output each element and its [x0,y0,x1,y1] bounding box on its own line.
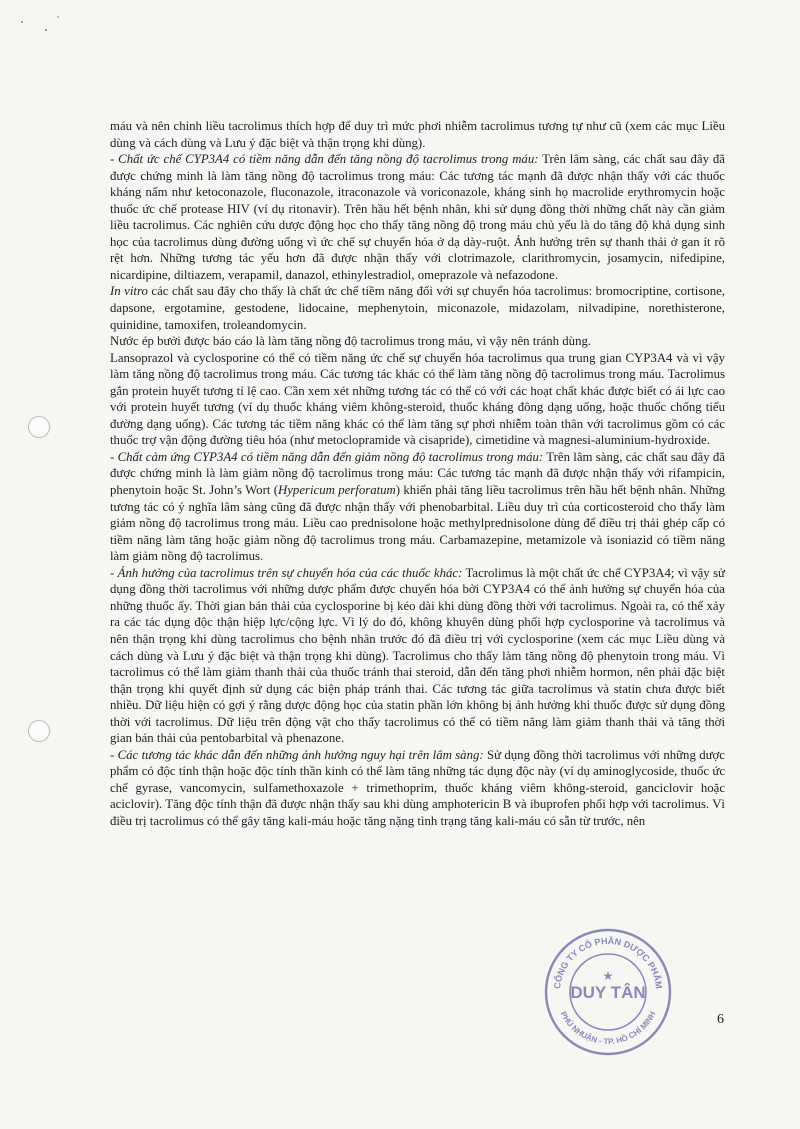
company-seal-stamp [538,922,678,1062]
svg-text:PHÚ NHUẬN - TP. HỒ CHÍ MINH: PHÚ NHUẬN - TP. HỒ CHÍ MINH [558,1009,658,1047]
italic-text-run: - Chất ức chế CYP3A4 có tiềm năng dẫn đến tăng nồng độ tacrolimus trong máu: [110,152,539,167]
page-number: 6 [717,1012,724,1027]
document-body [110,118,725,830]
text-run: ) khiến phải tăng liều tacrolimus trên hầu hết bệnh nhân. Những tương tác có ý nghĩa lâm sàng cũng đã được nhận thấy với phenobarbital. Liều duy trì của corticosteroid cho thấy làm giảm nồng độ tacrolimus trong máu. Liều cao prednisolone hoặc methylprednisolone dùng để điều trị thải ghép cấp có tiềm năng làm tăng hoặc giảm nồng độ tacrolimus trong máu. Carbamazepine, metamizole và isoniazid có tiềm năng làm giảm nồng độ tacrolimus. [110,483,725,564]
text-run: Trên lâm sàng, các chất sau đây đã được chứng minh là làm giảm nồng độ tacrolimus trong máu: Các tương tác mạnh đã được nhận thấy với rifampicin, phenytoin hoặc St. John’s Wort ( [110,449,725,498]
punch-hole-upper [28,416,50,438]
text-run: máu và nên chỉnh liều tacrolimus thích hợp để duy trì mức phơi nhiễm tacrolimus tương tự như cũ (xem các mục Liều dùng và cách dùng và Lưu ý đặc biệt và thận trọng khi dùng). [110,119,725,150]
italic-text-run: - Chất cảm ứng CYP3A4 có tiềm năng dẫn đến giảm nồng độ tacrolimus trong máu: [110,449,544,464]
text-run: Lansoprazol và cyclosporine có thể có tiềm năng ức chế sự chuyển hóa tacrolimus qua trung gian CYP3A4 và vì vậy làm tăng nồng độ tacrolimus trong máu. Các tương tác khác có thể làm tăng nồng độ tacrolimus trong máu. Tacrolimus gắn protein huyết tương tỉ lệ cao. Cần xem xét những tương tác có thể có với các hoạt chất khác được biết có ái lực cao với protein huyết tương (ví dụ thuốc kháng viêm không-steroid, thuốc kháng đông dạng uống, hoặc thuốc chống tiểu đường dạng uống). Các tương tác tiềm năng khác có thể làm tăng sự phơi nhiễm toàn thân với tacrolimus gồm có các thuốc trợ vận động đường tiêu hóa (như metoclopramide và cisapride), cimetidine và magnesi-aluminium-hydroxide. [110,350,725,448]
italic-text-run: - Ảnh hưởng của tacrolimus trên sự chuyển hóa của các thuốc khác: [110,565,463,580]
text-run: các chất sau đây cho thấy là chất ức chế tiềm năng đối với sự chuyển hóa tacrolimus: bromocriptine, cortisone, dapsone, ergotamine, gestodene, lidocaine, mephenytoin, miconazole, midazolam, nilvadipine, norethisterone, quinidine, tamoxifen, troleandomycin. [110,284,725,332]
paragraph [110,747,725,830]
paragraph [110,151,725,283]
punch-hole-lower [28,720,50,742]
svg-text:CÔNG TY CỔ PHẦN DƯỢC PHẨM: CÔNG TY CỔ PHẦN DƯỢC PHẨM [552,935,664,990]
paragraph [110,565,725,747]
scan-specks [18,8,78,48]
svg-text:DUY TÂN: DUY TÂN [570,983,646,1002]
italic-text-run: - Các tương tác khác dẫn đến những ảnh hưởng nguy hại trên lâm sàng: [110,747,484,762]
paragraph [110,118,725,151]
paragraph [110,333,725,350]
paragraph [110,449,725,565]
text-run: Nước ép bưởi được báo cáo là làm tăng nồng độ tacrolimus trong máu, vì vậy nên tránh dùng. [110,334,592,349]
text-run: Tacrolimus là một chất ức chế CYP3A4; vì vậy sử dụng đồng thời tacrolimus với những dược phẩm được chuyển hóa bởi CYP3A4 có thể ảnh hưởng sự chuyển hóa của những thuốc ấy. Thời gian bán thải của cyclosporine bị kéo dài khi dùng đồng thời với tacrolimus. Ngoài ra, có thể xảy ra các tác dụng độc thận hiệp lực/cộng lực. Vì lý do đó, không khuyên dùng phối hợp cyclosporine và tacrolimus và nên thận trọng khi dùng tacrolimus cho bệnh nhân trước đó đã điều trị với cyclosporine (xem các mục Liều dùng và cách dùng và Lưu ý đặc biệt và thận trọng khi dùng). Tacrolimus cho thấy làm tăng nồng độ phenytoin trong máu. Vì tacrolimus có thể làm giảm thanh thải của thuốc tránh thai steroid, dẫn đến tăng phơi nhiễm hormon, nên phải đặc biệt thận trọng khi quyết định sử dụng các biện pháp tránh thai. Các tương tác giữa tacrolimus và statin chưa được biết nhiều. Dữ liệu hiện có gợi ý rằng dược động học của statin phần lớn không bị ảnh hưởng khi thuốc được sử dụng đồng thời với tacrolimus. Dữ liệu trên động vật cho thấy tacrolimus có thể có tiềm năng làm giảm thanh thải và tăng thời gian bán thải của pentobarbital và phenazone. [110,565,725,746]
svg-text:★: ★ [602,969,614,983]
text-run: Sử dụng đồng thời tacrolimus với những dược phẩm có độc tính thận hoặc độc tính thần kinh có thể làm tăng những tác dụng độc này (ví dụ aminoglycoside, thuốc ức chế gyrase, vancomycin, sulfamethoxazole + trimethoprim, thuốc kháng viêm không-steroid, ganciclovir hoặc aciclovir). Tăng độc tính thận đã được nhận thấy sau khi dùng amphotericin B và ibuprofen phối hợp với tacrolimus. Vì điều trị tacrolimus có thể gây tăng kali-máu hoặc tăng nặng tình trạng tăng kali-máu có sẵn từ trước, nên [110,747,725,828]
paragraph [110,350,725,449]
italic-text-run: In vitro [110,284,148,299]
paragraph [110,283,725,333]
italic-text-run: Hypericum perforatum [278,483,396,498]
text-run: Trên lâm sàng, các chất sau đây đã được chứng minh là làm tăng nồng độ tacrolimus trong máu: Các tương tác mạnh đã được nhận thấy với các thuốc kháng nấm như ketoconazole, fluconazole, itraconazole và voriconazole, kháng sinh họ macrolide erythromycin hoặc thuốc ức chế protease HIV (ví dụ ritonavir). Trên hầu hết bệnh nhân, khi sử dụng đồng thời những chất này cần giảm liều tacrolimus. Các nghiên cứu dược động học cho thấy tăng nồng độ trong máu chủ yếu là do tăng độ khả dụng sinh học của tacrolimus dùng đường uống vì ức chế sự chuyển hóa ở dạ dày-ruột. Ảnh hưởng trên sự thanh thải ở gan ít rõ rệt hơn. Những tương tác yếu hơn đã được nhận thấy với clotrimazole, clarithromycin, josamycin, nifedipine, nicardipine, diltiazem, verapamil, danazol, ethinylestradiol, omeprazole và nefazodone. [110,152,725,282]
